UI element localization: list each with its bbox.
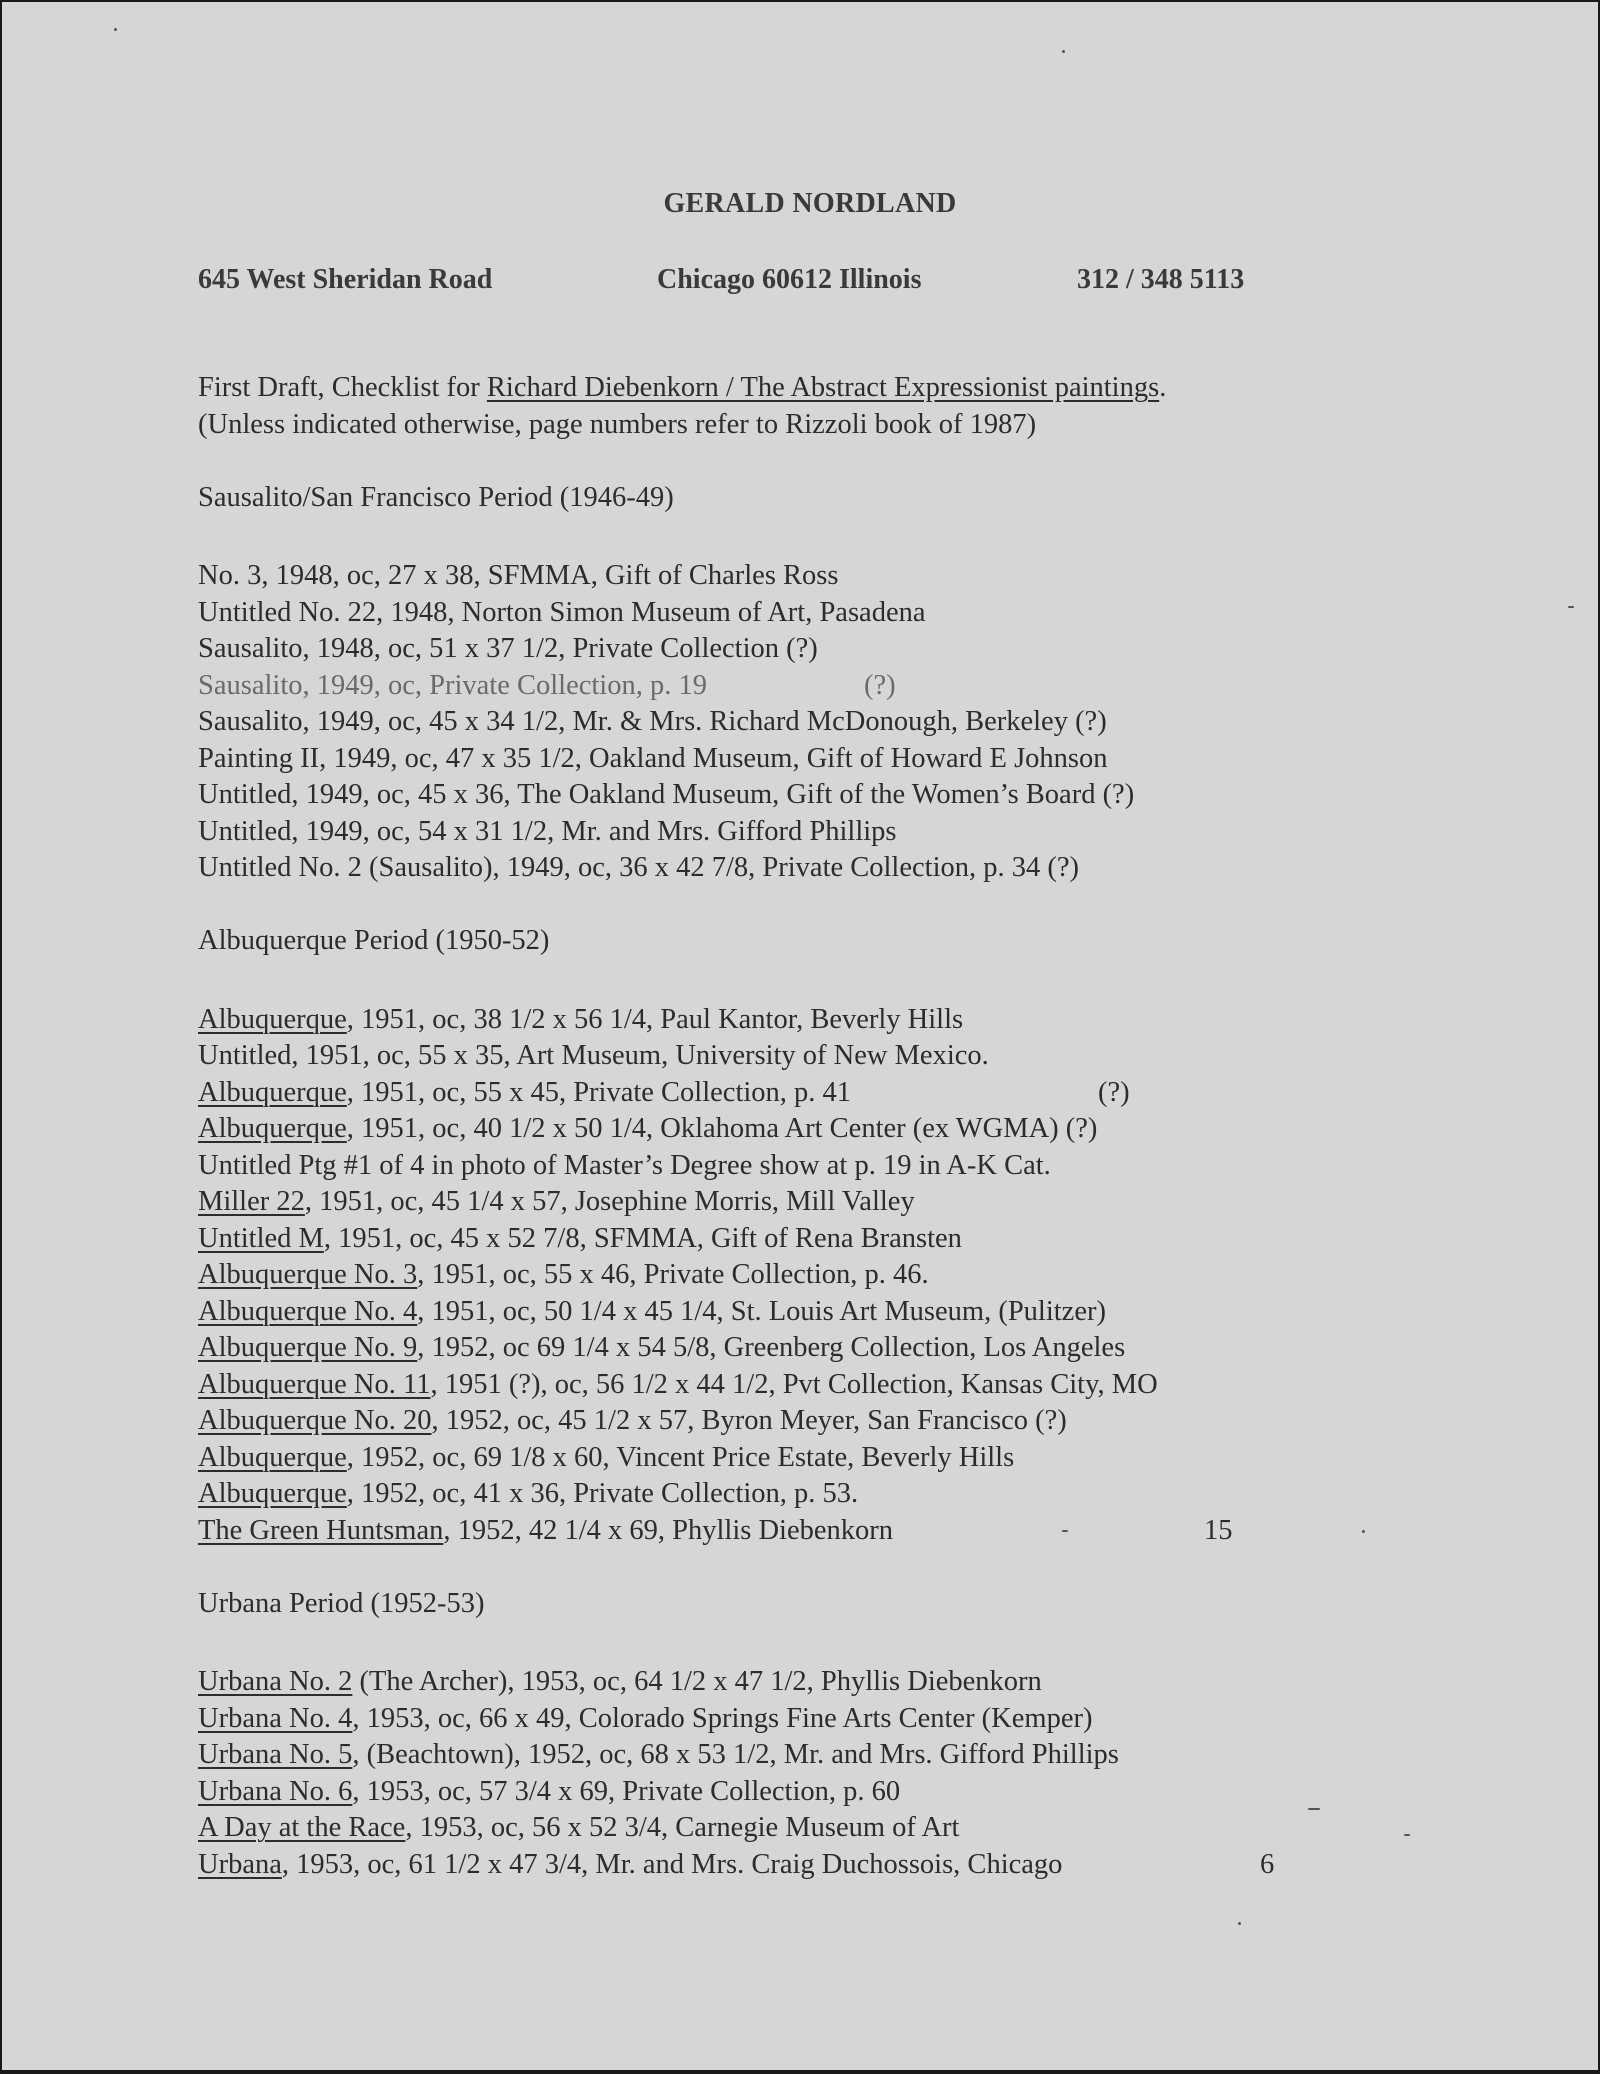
paper-speck (114, 28, 117, 31)
list-item (198, 1002, 1398, 1039)
paper-speck (1362, 1530, 1365, 1533)
list-item (198, 1221, 1398, 1258)
list-item-details: , 1952, oc, 45 1/2 x 57, Byron Meyer, San Francisco (?) (431, 1405, 1067, 1436)
list-item (198, 1294, 1398, 1331)
list-item-details: , 1951 (?), oc, 56 1/2 x 44 1/2, Pvt Collection, Kansas City, MO (430, 1368, 1158, 1400)
list-item (198, 1774, 1398, 1811)
paper-speck (1062, 1530, 1068, 1532)
list-item-title: A Day at the Race (198, 1812, 406, 1843)
list-item-title: Albuquerque No. 3 (198, 1259, 418, 1290)
paper-speck (1238, 1922, 1241, 1925)
intro-lead: First Draft, Checklist for (198, 372, 487, 403)
list-item-title: Albuquerque No. 4 (198, 1295, 418, 1327)
list-item: Untitled, 1949, oc, 54 x 31 1/2, Mr. and Mrs. Gifford Phillips (198, 815, 897, 847)
list-item: Untitled, 1949, oc, 45 x 36, The Oakland Museum, Gift of the Women’s Board (?) (198, 779, 1135, 810)
list-item-details: , 1952, oc, 41 x 36, Private Collection, p. 53. (346, 1478, 859, 1509)
document-page (2, 2, 1598, 2070)
list-item (198, 1440, 1398, 1477)
section-heading-albuquerque: Albuquerque Period (1950-52) (198, 925, 550, 956)
paper-speck (1308, 1808, 1320, 1810)
list-item-details: , 1951, oc, 45 x 52 7/8, SFMMA, Gift of Rena Bransten (323, 1222, 962, 1254)
list-item-title: Albuquerque No. 20 (198, 1405, 432, 1436)
list-item-details: Untitled Ptg #1 of 4 in photo of Master’s Degree show at p. 19 in A-K Cat. (198, 1149, 1051, 1181)
letterhead-street: 645 West Sheridan Road (198, 264, 493, 295)
list-item: Sausalito, 1948, oc, 51 x 37 1/2, Private Collection (?) (198, 633, 818, 664)
list-item-query-mark: (?) (1098, 1076, 1130, 1108)
intro-note: (Unless indicated otherwise, page numbers refer to Rizzoli book of 1987) (198, 408, 1037, 440)
list-item-details: , 1953, oc, 56 x 52 3/4, Carnegie Museum of Art (405, 1812, 960, 1843)
list-item-details: , (Beachtown), 1952, oc, 68 x 53 1/2, Mr. and Mrs. Gifford Phillips (352, 1739, 1119, 1770)
list-item-text: Sausalito, 1949, oc, Private Collection, p. 19 (198, 669, 707, 701)
list-item (198, 668, 1398, 705)
page-number: 6 (1260, 1848, 1275, 1880)
list-item (198, 1148, 1398, 1185)
checklist-body (198, 370, 1398, 1883)
list-item-title: The Green Huntsman (198, 1514, 444, 1546)
page-number: 15 (1204, 1514, 1233, 1546)
list-item (198, 1810, 1398, 1847)
list-item-details: , 1951, oc, 40 1/2 x 50 1/4, Oklahoma Art Center (ex WGMA) (?) (346, 1113, 1098, 1144)
paper-speck (1568, 606, 1574, 608)
list-item: No. 3, 1948, oc, 27 x 38, SFMMA, Gift of Charles Ross (198, 560, 839, 591)
list-item-details: , 1951, oc, 45 1/4 x 57, Josephine Morris, Mill Valley (304, 1186, 915, 1217)
list-item-title: Albuquerque (198, 1076, 347, 1108)
list-item (198, 1701, 1398, 1738)
intro-title-end: . (1159, 372, 1167, 403)
list-item-details: , 1952, oc, 69 1/8 x 60, Vincent Price Estate, Beverly Hills (346, 1441, 1015, 1473)
list-item-details: , 1951, oc, 55 x 46, Private Collection, p. 46. (417, 1259, 929, 1290)
list-item-details: , 1951, oc, 55 x 45, Private Collection, p. 41 (346, 1076, 852, 1108)
list-item-title: Untitled M (198, 1222, 324, 1254)
list-item (198, 1664, 1398, 1701)
list-item-title: Urbana No. 2 (198, 1666, 353, 1697)
list-item (198, 1403, 1398, 1440)
list-item (198, 1184, 1398, 1221)
list-item-details: , 1951, oc, 38 1/2 x 56 1/4, Paul Kantor, Beverly Hills (346, 1003, 964, 1035)
list-item (198, 1367, 1398, 1404)
list-item (198, 1847, 1398, 1884)
list-item (198, 1075, 1398, 1112)
list-item-details: Untitled, 1951, oc, 55 x 35, Art Museum, University of New Mexico. (198, 1040, 989, 1071)
list-item-title: Albuquerque (198, 1478, 347, 1509)
list-item (198, 1111, 1398, 1148)
list-item-title: Urbana No. 6 (198, 1775, 353, 1807)
list-item-title: Urbana (198, 1848, 282, 1880)
paper-speck (1404, 1834, 1410, 1836)
list-item (198, 1038, 1398, 1075)
list-item: Untitled No. 22, 1948, Norton Simon Museum of Art, Pasadena (198, 596, 926, 628)
letterhead-phone: 312 / 348 5113 (1077, 264, 1245, 295)
list-item-details: , 1953, oc, 61 1/2 x 47 3/4, Mr. and Mrs. Craig Duchossois, Chicago (281, 1848, 1063, 1880)
list-item-details: , 1952, 42 1/4 x 69, Phyllis Diebenkorn (443, 1514, 893, 1546)
list-item: Painting II, 1949, oc, 47 x 35 1/2, Oakland Museum, Gift of Howard E Johnson (198, 742, 1108, 774)
list-item-title: Urbana No. 5 (198, 1739, 353, 1770)
list-item: Untitled No. 2 (Sausalito), 1949, oc, 36 x 42 7/8, Private Collection, p. 34 (?) (198, 852, 1079, 883)
list-item-query-mark: (?) (864, 669, 896, 701)
list-item (198, 1330, 1398, 1367)
list-item (198, 1476, 1398, 1513)
list-item-details: , 1951, oc, 50 1/4 x 45 1/4, St. Louis Art Museum, (Pulitzer) (417, 1295, 1106, 1327)
list-item-title: Miller 22 (198, 1186, 305, 1217)
list-item-title: Urbana No. 4 (198, 1702, 353, 1734)
list-item (198, 1737, 1398, 1774)
letterhead-name: GERALD NORDLAND (663, 188, 957, 219)
intro-line (198, 370, 1398, 407)
list-item: Sausalito, 1949, oc, 45 x 34 1/2, Mr. & Mrs. Richard McDonough, Berkeley (?) (198, 706, 1107, 737)
list-item (198, 1257, 1398, 1294)
list-item-details: , 1952, oc 69 1/4 x 54 5/8, Greenberg Collection, Los Angeles (417, 1332, 1126, 1363)
intro-title: Richard Diebenkorn / The Abstract Expressionist paintings (486, 372, 1160, 403)
list-item-title: Albuquerque (198, 1003, 347, 1035)
list-item-title: Albuquerque (198, 1113, 347, 1144)
list-item-title: Albuquerque (198, 1441, 347, 1473)
list-item-details: , 1953, oc, 57 3/4 x 69, Private Collection, p. 60 (352, 1775, 901, 1807)
list-item-title: Albuquerque No. 9 (198, 1332, 418, 1363)
paper-speck (1062, 50, 1065, 53)
section-heading-urbana: Urbana Period (1952-53) (198, 1587, 485, 1619)
letterhead-city: Chicago 60612 Illinois (657, 264, 922, 295)
list-item-details: (The Archer), 1953, oc, 64 1/2 x 47 1/2, Phyllis Diebenkorn (352, 1666, 1042, 1697)
list-item (198, 1513, 1398, 1550)
list-item-title: Albuquerque No. 11 (198, 1368, 431, 1400)
section-heading-sausalito: Sausalito/San Francisco Period (1946-49) (198, 481, 674, 513)
list-item-details: , 1953, oc, 66 x 49, Colorado Springs Fine Arts Center (Kemper) (352, 1702, 1093, 1734)
